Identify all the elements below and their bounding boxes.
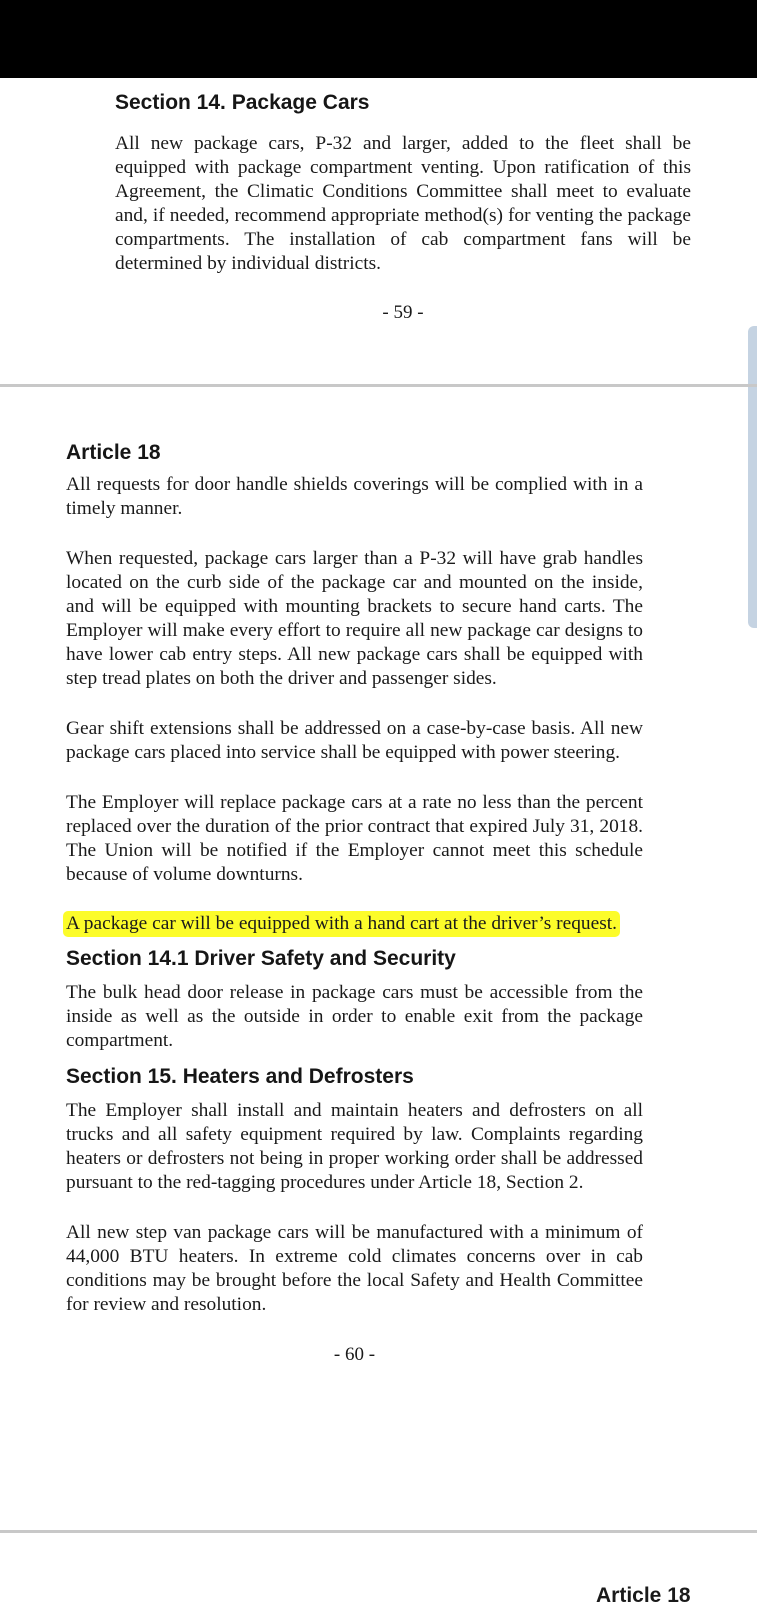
section-14-1-paragraph: The bulk head door release in package cars must be accessible from the inside as well as the outside in order to enable exit from the package compartment. [66,982,643,1051]
page-number-60: - 60 - [333,1344,376,1365]
scrollbar-handle[interactable] [748,326,757,628]
section-15-paragraph-1: The Employer shall install and maintain heaters and defrosters on all trucks and all safety equipment required by law. Complaints regarding heaters or defrosters not being in proper working order shall be addressed pursuant to the red-tagging procedures under Article 18, Section 2. [66,1100,643,1193]
highlighted-sentence: A package car will be equipped with a hand cart at the driver’s request. [63,911,620,937]
page-divider [0,384,757,387]
section-14-paragraph: All new package cars, P-32 and larger, added to the fleet shall be equipped with package compartment venting. Upon ratification of this Agreement, the Climatic Conditions Committee shall meet to evaluate and, if needed, recommend appropriate method(s) for venting the package compartments. The installation of cab compartment fans will be determined by individual districts. [115,133,691,274]
section-14-1-heading: Section 14.1 Driver Safety and Security [66,947,456,970]
section-15-paragraph-2: All new step van package cars will be manufactured with a minimum of 44,000 BTU heaters. In extreme cold climates concerns over in cab conditions may be brought before the local Safety and Health Committee for review and resolution. [66,1222,643,1315]
article-18-paragraph-4: The Employer will replace package cars at a rate no less than the percent replaced over the duration of the prior contract that expired July 31, 2018. The Union will be notified if the Employer cannot meet this schedule because of volume downturns. [66,792,643,885]
page-number-59: - 59 - [382,302,424,323]
page-59 [115,90,691,325]
section-15-heading: Section 15. Heaters and Defrosters [66,1065,414,1088]
page-60 [66,440,643,1367]
article-18-paragraph-3: Gear shift extensions shall be addressed on a case-by-case basis. All new package cars placed into service shall be equipped with power steering. [66,718,643,763]
next-page-article-heading: Article 18 [596,1584,691,1607]
section-14-heading: Section 14. Package Cars [115,91,370,114]
article-18-heading: Article 18 [66,441,161,464]
page-divider-2 [0,1530,757,1533]
article-18-paragraph-1: All requests for door handle shields coverings will be complied with in a timely manner. [66,474,643,519]
status-bar [0,0,757,78]
article-18-paragraph-2: When requested, package cars larger than a P-32 will have grab handles located on the curb side of the package car and mounted on the inside, and will be equipped with mounting brackets to secure hand carts. The Employer will make every effort to require all new package car designs to have lower cab entry steps. All new package cars shall be equipped with step tread plates on both the driver and passenger sides. [66,548,643,689]
